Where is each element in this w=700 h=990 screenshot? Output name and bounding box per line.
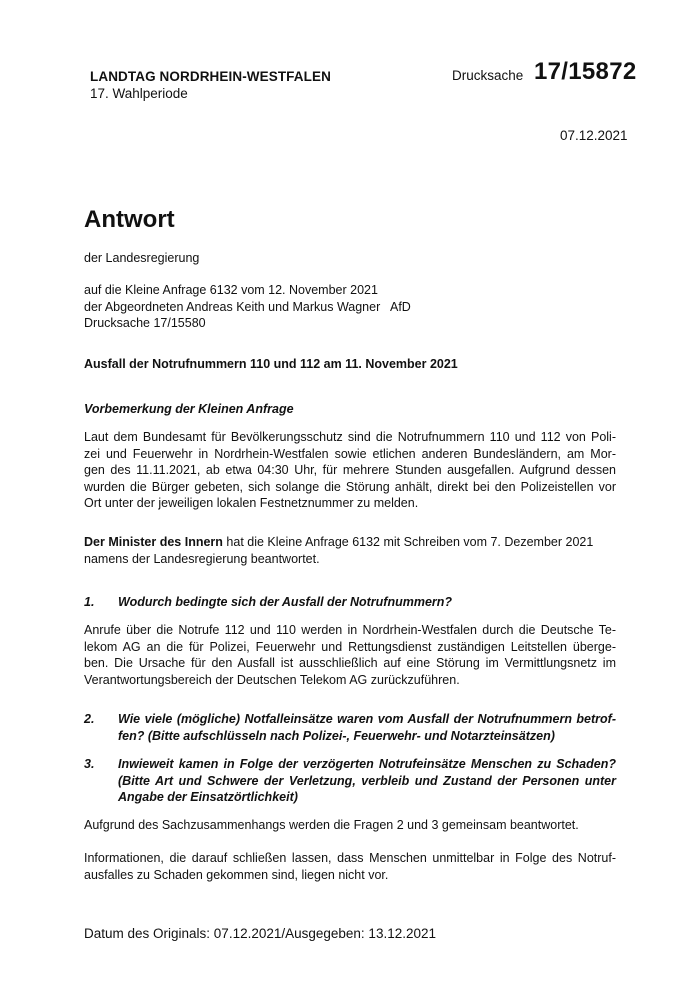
answer-1-paragraph (84, 622, 616, 688)
question-line: Inwieweit kamen in Folge der verzögerten Notrufeinsätze Menschen zu Schaden? (118, 757, 616, 771)
question-number: 1. (84, 595, 95, 609)
minister-title: Der Minister des Innern (84, 535, 223, 549)
paragraph-line: wurden die Bürger gebeten, sich solange die Störung anhält, direkt bei den Polizeistellen vor (84, 479, 616, 494)
preliminary-heading: Vorbemerkung der Kleinen Anfrage (84, 402, 294, 416)
paragraph-line (84, 534, 616, 551)
issuer-line: der Landesregierung (84, 251, 200, 265)
paragraph-line: lekom AG an die für Polizei, Feuerwehr und Rettungsdienst zuständigen Leitstellen überge- (84, 639, 616, 654)
reference-line: Drucksache 17/15580 (84, 316, 206, 330)
drucksache-label: Drucksache (452, 68, 524, 83)
paragraph-line: Informationen, die darauf schließen lassen, dass Menschen unmittelbar in Folge des Notruf- (84, 851, 616, 865)
paragraph-line: Laut dem Bundesamt für Bevölkerungsschutz sind die Notrufnummern 110 und 112 von Poli- (84, 430, 616, 444)
reference-line: auf die Kleine Anfrage 6132 vom 12. November 2021 (84, 283, 378, 297)
document-date: 07.12.2021 (560, 128, 628, 143)
paragraph-line: Verantwortungsbereich der Deutschen Telekom AG zurückzuführen. (84, 672, 460, 687)
question-number: 2. (84, 712, 95, 726)
joint-answer-note: Aufgrund des Sachzusammenhangs werden die Fragen 2 und 3 gemeinsam beantwortet. (84, 818, 579, 832)
paragraph-line: namens der Landesregierung beantwortet. (84, 551, 320, 566)
question-line: fen? (Bitte aufschlüsseln nach Polizei-, Feuerwehr- und Notarzteinsätzen) (118, 728, 555, 743)
reference-line: der Abgeordneten Andreas Keith und Markus Wagner AfD (84, 299, 411, 314)
legislative-period: 17. Wahlperiode (90, 86, 188, 101)
paragraph-line: zei und Feuerwehr in Nordrhein-Westfalen sowie etlichen anderen Bundesländern, am Mor- (84, 446, 616, 461)
question-3 (84, 756, 616, 806)
question-number: 3. (84, 757, 95, 771)
question-1 (84, 594, 616, 611)
question-2 (84, 711, 616, 745)
page-title: Antwort (84, 206, 175, 233)
paragraph-line: ben. Die Ursache für den Ausfall ist ausschließlich auf eine Störung im Vermittlungsnetz im (84, 656, 616, 670)
footer-dates: Datum des Originals: 07.12.2021/Ausgegeben: 13.12.2021 (84, 926, 437, 941)
question-line: Wie viele (mögliche) Notfalleinsätze waren vom Ausfall der Notrufnummern betrof- (118, 712, 616, 726)
question-text: Wodurch bedingte sich der Ausfall der Notrufnummern? (118, 595, 453, 609)
question-text (118, 711, 616, 744)
paragraph-line: Ort unter der jeweiligen lokalen Festnetznummer zu melden. (84, 496, 419, 510)
preliminary-paragraph (84, 429, 616, 512)
paragraph-line: Anrufe über die Notrufe 112 und 110 werden in Nordrhein-Westfalen durch die Deutsche Te- (84, 623, 616, 637)
paragraph-line: ausfalles zu Schaden gekommen sind, liegen nicht vor. (84, 867, 389, 882)
question-text (118, 756, 616, 806)
minister-text: hat die Kleine Anfrage 6132 mit Schreiben vom 7. Dezember 2021 (222, 535, 594, 549)
drucksache-number: 17/15872 (534, 58, 637, 85)
paragraph-line: gen des 11.11.2021, ab etwa 04:30 Uhr, für mehrere Stunden ausgefallen. Aufgrund dessen (84, 463, 616, 477)
reference-block (84, 282, 616, 332)
minister-paragraph (84, 534, 616, 567)
question-line: Angabe der Einsatzörtlichkeit) (118, 790, 298, 804)
answer-2-3-paragraph (84, 850, 616, 883)
question-line: (Bitte Art und Schwere der Verletzung, verbleib und Zustand der Personen unter (118, 773, 616, 788)
parliament-name: LANDTAG NORDRHEIN-WESTFALEN (90, 69, 331, 84)
subject-heading: Ausfall der Notrufnummern 110 und 112 am 11. November 2021 (84, 357, 458, 371)
